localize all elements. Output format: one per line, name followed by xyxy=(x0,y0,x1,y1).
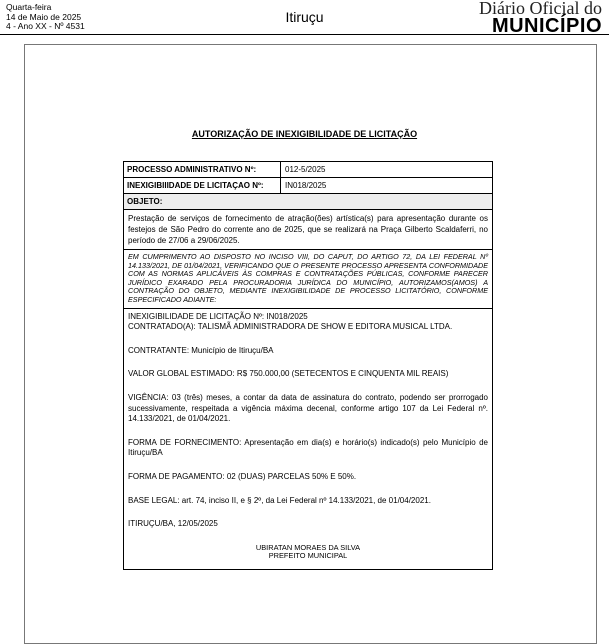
authorization-table xyxy=(123,161,493,570)
signature-block xyxy=(128,544,488,562)
brand-logo xyxy=(479,0,602,36)
signer-name: UBIRATAN MORAES DA SILVA xyxy=(255,542,361,552)
contratado-line: CONTRATADO(A): TALISMÃ ADMINISTRADORA DE SHOW E EDITORA MUSICAL LTDA. xyxy=(128,322,453,332)
details-block xyxy=(124,309,492,570)
signer-role: PREFEITO MUNICIPAL xyxy=(268,551,348,561)
header-divider xyxy=(0,34,609,35)
objeto-label: OBJETO: xyxy=(127,197,163,206)
base-legal-line: BASE LEGAL: art. 74, inciso II, e § 2º, da Lei Federal nº 14.133/2021, de 01/04/2021. xyxy=(128,495,431,505)
objeto-text: Prestação de serviços de fornecimento de atração(ões) artística(s) para apresentação durante os festejos de São Pedro do corrente ano de 2025, que se realizará na Praça Gilberto Scaldaferri, no período de 27/06 a 29/06/2025. xyxy=(128,214,488,245)
document-title-text: AUTORIZAÇÃO DE INEXIGIBILIDADE DE LICITAÇÃO xyxy=(191,129,418,139)
processo-row xyxy=(124,162,492,178)
weekday: Quarta-feira xyxy=(6,2,52,12)
processo-label: PROCESSO ADMINISTRATIVO Nº: xyxy=(124,162,281,177)
issue-date: 14 de Maio de 2025 xyxy=(6,11,82,22)
city-name: Itiruçu xyxy=(285,9,324,25)
vigencia-line: VIGÊNCIA: 03 (três) meses, a contar da data de assinatura do contrato, podendo ser prorrogado sucessivamente, respeitada a vigência máxima decenal, conforme artigo 107 da Lei Federal nº. 14.133/2021, de 01/04/2021. xyxy=(128,392,488,424)
inexigibilidade-line: INEXIGIBILIDADE DE LICITAÇÃO Nº: IN018/2025 xyxy=(128,311,308,321)
brand-main-text: MUNICÍPIO xyxy=(491,15,602,37)
forma-fornecimento-line: FORMA DE FORNECIMENTO: Apresentação em dia(s) e horário(s) indicado(s) pelo Município de Itiruçu/BA xyxy=(128,437,488,458)
objeto-row xyxy=(124,210,492,250)
legal-statement: EM CUMPRIMENTO AO DISPOSTO NO INCISO VIII, DO CAPUT, DO ARTIGO 72, DA LEI FEDERAL Nº 14.133/2021, DE 01/04/2021, VERIFICANDO QUE O PRESENTE PROCESSO APRESENTA CONFORMIDADE COM AS NORMAS APLICÁVEIS ÀS COMPRAS E CONTRATAÇÕES PÚBLICAS, CONFORME PARECER JURÍDICO EXARADO PELA PROCURADORIA JURÍDICA DO MUNICÍPIO, AUTORIZAMOS(AMOS) A CONTRAÇÃO DO OBJETO, MEDIANTE INEXIGIBILIDADE DE PROCESSO LICITATÓRIO, CONFORME ESPECIFICADO ADIANTE: xyxy=(128,252,488,304)
inexigibilidade-row xyxy=(124,178,492,194)
local-data-line: ITIRUÇU/BA, 12/05/2025 xyxy=(128,519,218,529)
processo-value: 012-5/2025 xyxy=(285,165,326,174)
brand-top-text: Diário Oficial do xyxy=(479,0,602,18)
contratante-line: CONTRATANTE: Município de Itiruçu/BA xyxy=(128,345,274,355)
details-row xyxy=(124,309,492,570)
valor-line: VALOR GLOBAL ESTIMADO: R$ 750.000,00 (SETECENTOS E CINQUENTA MIL REAIS) xyxy=(128,369,449,379)
legal-statement-row xyxy=(124,250,492,309)
objeto-header-row xyxy=(124,194,492,210)
inexigibilidade-label: INEXIGIBIIIDADE DE LICITAÇAO Nº: xyxy=(124,178,281,193)
edition-number: 4 - Ano XX - Nº 4531 xyxy=(6,21,85,31)
forma-pagamento-line: FORMA DE PAGAMENTO: 02 (DUAS) PARCELAS 50% E 50%. xyxy=(128,471,357,481)
inexigibilidade-value: IN018/2025 xyxy=(285,181,327,190)
document-title xyxy=(0,129,609,139)
